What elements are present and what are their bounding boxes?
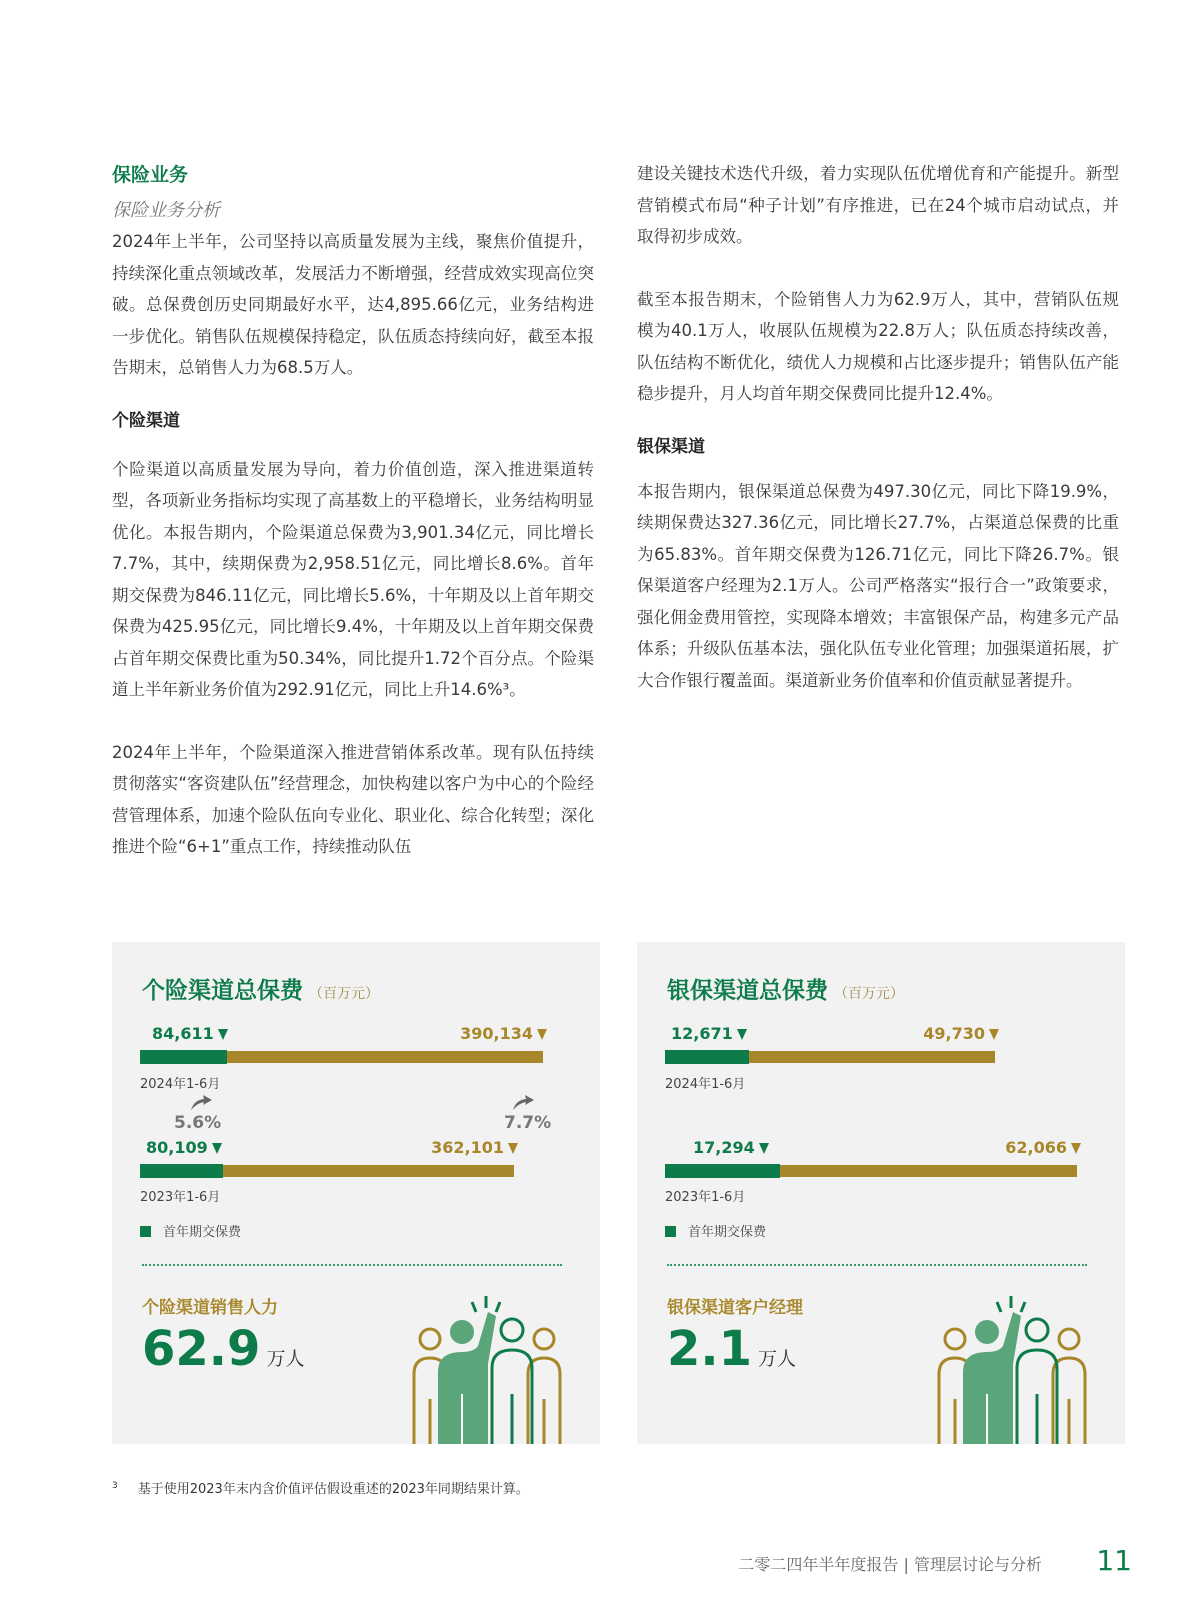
chart-title: 银保渠道总保费 （百万元）	[667, 978, 904, 1004]
first-year-growth: 5.6%	[174, 1113, 222, 1133]
page-footer: 二零二四年半年度报告 | 管理层讨论与分析	[738, 1555, 1042, 1574]
first-year-bar-2023	[665, 1164, 780, 1178]
kpi-value: 2.1 万人	[667, 1321, 797, 1377]
dotted-divider	[142, 1264, 562, 1266]
chart-unit: （百万元）	[309, 986, 379, 1002]
page-number: 11	[1096, 1544, 1132, 1577]
down-triangle-icon	[218, 1029, 228, 1040]
kpi-label: 银保渠道客户经理	[667, 1298, 803, 1318]
period-label-2024: 2024年1-6月	[665, 1077, 746, 1092]
total-value-2024: 49,730	[923, 1024, 999, 1043]
down-triangle-icon	[737, 1029, 747, 1040]
period-label-2023: 2023年1-6月	[665, 1190, 746, 1205]
down-triangle-icon	[212, 1143, 222, 1154]
agency-channel-paragraph-2: 2024年上半年，个险渠道深入推进营销体系改革。现有队伍持续贯彻落实“客资建队伍”经营理念，加快构建以客户为中心的个险经营管理体系，加速个险队伍向专业化、职业化、综合化转型；深化推进个险“6+1”重点工作，持续推动队伍	[112, 742, 594, 856]
right-column	[637, 162, 1119, 696]
chart-unit: （百万元）	[834, 986, 904, 1002]
team-people-icon	[933, 1294, 1093, 1444]
chart-legend: 首年期交保费	[665, 1221, 766, 1240]
section-title: 保险业务	[112, 164, 189, 186]
legend-swatch	[665, 1226, 676, 1237]
first-year-value-2024: 12,671	[671, 1024, 747, 1043]
legend-swatch	[140, 1226, 151, 1237]
total-value-2023: 62,066	[1005, 1138, 1081, 1157]
footnote: $^3$ 基于使用2023年末内含价值评估假设重述的2023年同期结果计算。	[112, 1480, 529, 1497]
down-triangle-icon	[759, 1143, 769, 1154]
first-year-bar-2023	[140, 1164, 223, 1178]
first-year-bar-2024	[140, 1050, 227, 1064]
total-value-2024: 390,134	[460, 1024, 547, 1043]
total-growth: 7.7%	[504, 1113, 552, 1133]
chart-title: 个险渠道总保费 （百万元）	[142, 978, 379, 1004]
left-column	[112, 162, 594, 863]
agency-channel-paragraph-1: 个险渠道以高质量发展为导向，着力价值创造，深入推进渠道转型，各项新业务指标均实现了高基数上的平稳增长，业务结构明显优化。本报告期内，个险渠道总保费为3,901.34亿元，同比增长7.7%，其中，续期保费为2,958.51亿元，同比增长8.6%。首年期交保费为846.11亿元，同比增长5.6%，十年期及以上首年期交保费为425.95亿元，同比增长9.4%，十年期及以上首年期交保费占首年期交保费比重为50.34%，同比提升1.72个百分点。个险渠道上半年新业务价值为292.91亿元，同比上升14.6%³。	[112, 459, 594, 699]
down-triangle-icon	[1071, 1143, 1081, 1154]
agency-premium-panel	[112, 942, 600, 1444]
dotted-divider	[667, 1264, 1087, 1266]
period-label-2024: 2024年1-6月	[140, 1077, 221, 1092]
down-triangle-icon	[989, 1029, 999, 1040]
down-triangle-icon	[537, 1029, 547, 1040]
agency-channel-heading: 个险渠道	[112, 410, 180, 431]
chart-legend: 首年期交保费	[140, 1221, 241, 1240]
kpi-value: 62.9 万人	[142, 1321, 305, 1377]
first-year-value-2023: 80,109	[146, 1138, 222, 1157]
first-year-bar-2024	[665, 1050, 749, 1064]
intro-paragraph: 2024年上半年，公司坚持以高质量发展为主线，聚焦价值提升，持续深化重点领域改革，发展活力不断增强，经营成效实现高位突破。总保费创历史同期最好水平，达4,895.66亿元，业务结构进一步优化。销售队伍规模保持稳定，队伍质态持续向好，截至本报告期末，总销售人力为68.5万人。	[112, 232, 594, 377]
total-value-2023: 362,101	[431, 1138, 518, 1157]
kpi-label: 个险渠道销售人力	[142, 1298, 278, 1318]
team-people-icon	[408, 1294, 568, 1444]
growth-arrow-icon	[188, 1092, 214, 1112]
bancassurance-paragraph: 本报告期内，银保渠道总保费为497.30亿元，同比下降19.9%，续期保费达327.36亿元，同比增长27.7%，占渠道总保费的比重为65.83%。首年期交保费为126.71亿元，同比下降26.7%。银保渠道客户经理为2.1万人。公司严格落实“报行合一”政策要求，强化佣金费用管控，实现降本增效；丰富银保产品，构建多元产品体系；升级队伍基本法，强化队伍专业化管理；加强渠道拓展，扩大合作银行覆盖面。渠道新业务价值率和价值贡献显著提升。	[637, 481, 1119, 690]
down-triangle-icon	[508, 1143, 518, 1154]
bancassurance-heading: 银保渠道	[637, 436, 705, 457]
period-label-2023: 2023年1-6月	[140, 1190, 221, 1205]
first-year-value-2023: 17,294	[693, 1138, 769, 1157]
continued-paragraph: 建设关键技术迭代升级，着力实现队伍优增优育和产能提升。新型营销模式布局“种子计划”有序推进，已在24个城市启动试点，并取得初步成效。	[637, 164, 1119, 246]
section-subtitle: 保险业务分析	[112, 200, 220, 221]
first-year-value-2024: 84,611	[152, 1024, 228, 1043]
bancassurance-premium-panel	[637, 942, 1125, 1444]
growth-arrow-icon	[510, 1092, 536, 1112]
sales-force-paragraph: 截至本报告期末，个险销售人力为62.9万人，其中，营销队伍规模为40.1万人，收展队伍规模为22.8万人；队伍质态持续改善，队伍结构不断优化，绩优人力规模和占比逐步提升；销售队伍产能稳步提升，月人均首年期交保费同比提升12.4%。	[637, 289, 1119, 403]
